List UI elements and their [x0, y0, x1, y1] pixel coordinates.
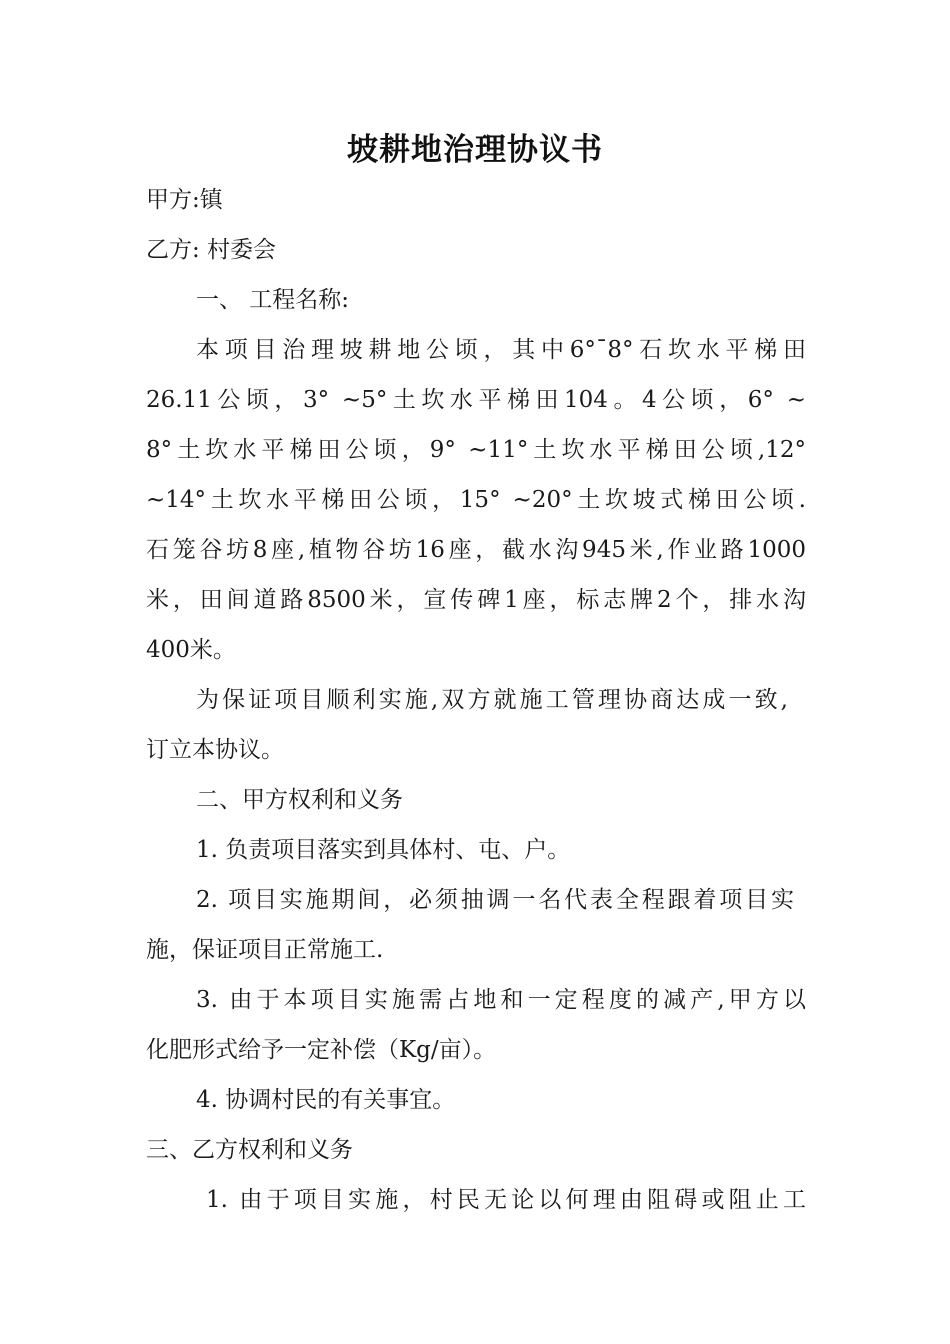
party-a-line: 甲方:镇 [146, 187, 223, 213]
purpose-line: 为保证项目顺利实施,双方就施工管理协商达成一致, [196, 687, 788, 713]
section2-item: 化肥形式给予一定补偿（Kg/亩）。 [146, 1037, 497, 1063]
section2-heading: 二、甲方权利和义务 [196, 787, 403, 813]
section1-line: 8°土坎水平梯田公顷，9° ~11°土坎水平梯田公顷,12° [146, 437, 806, 463]
section1-line: 米，田间道路8500米，宣传碑1座，标志牌2个，排水沟 [146, 587, 806, 613]
purpose-line: 订立本协议。 [146, 737, 284, 763]
section2-item: 施，保证项目正常施工. [146, 937, 384, 963]
section1-line: 26.11公顷，3° ~5°土坎水平梯田104。4公顷，6° ~ [146, 387, 806, 413]
section1-line: ~14°土坎水平梯田公顷，15° ~20°土坎坡式梯田公顷. [146, 487, 806, 513]
section1-line: 本项目治理坡耕地公顷，其中6°¯8°石坎水平梯田 [196, 337, 806, 363]
section1-line: 石笼谷坊8座,植物谷坊16座，截水沟945米,作业路1000 [146, 537, 806, 563]
section1-heading: 一、 工程名称: [196, 287, 350, 313]
section1-line: 400米。 [146, 637, 236, 663]
section3-heading: 三、乙方权利和义务 [146, 1137, 353, 1163]
section2-item: 1. 负责项目落实到具体村、屯、户。 [196, 837, 571, 863]
section2-item: 2. 项目实施期间，必须抽调一名代表全程跟着项目实 [196, 887, 794, 913]
document-title: 坡耕地治理协议书 [347, 132, 603, 168]
section2-item: 3. 由于本项目实施需占地和一定程度的减产,甲方以 [196, 987, 806, 1013]
section2-item: 4. 协调村民的有关事宜。 [196, 1087, 456, 1113]
party-b-line: 乙方: 村委会 [146, 237, 277, 263]
section3-item: 1. 由于项目实施，村民无论以何理由阻碍或阻止工 [206, 1187, 806, 1213]
